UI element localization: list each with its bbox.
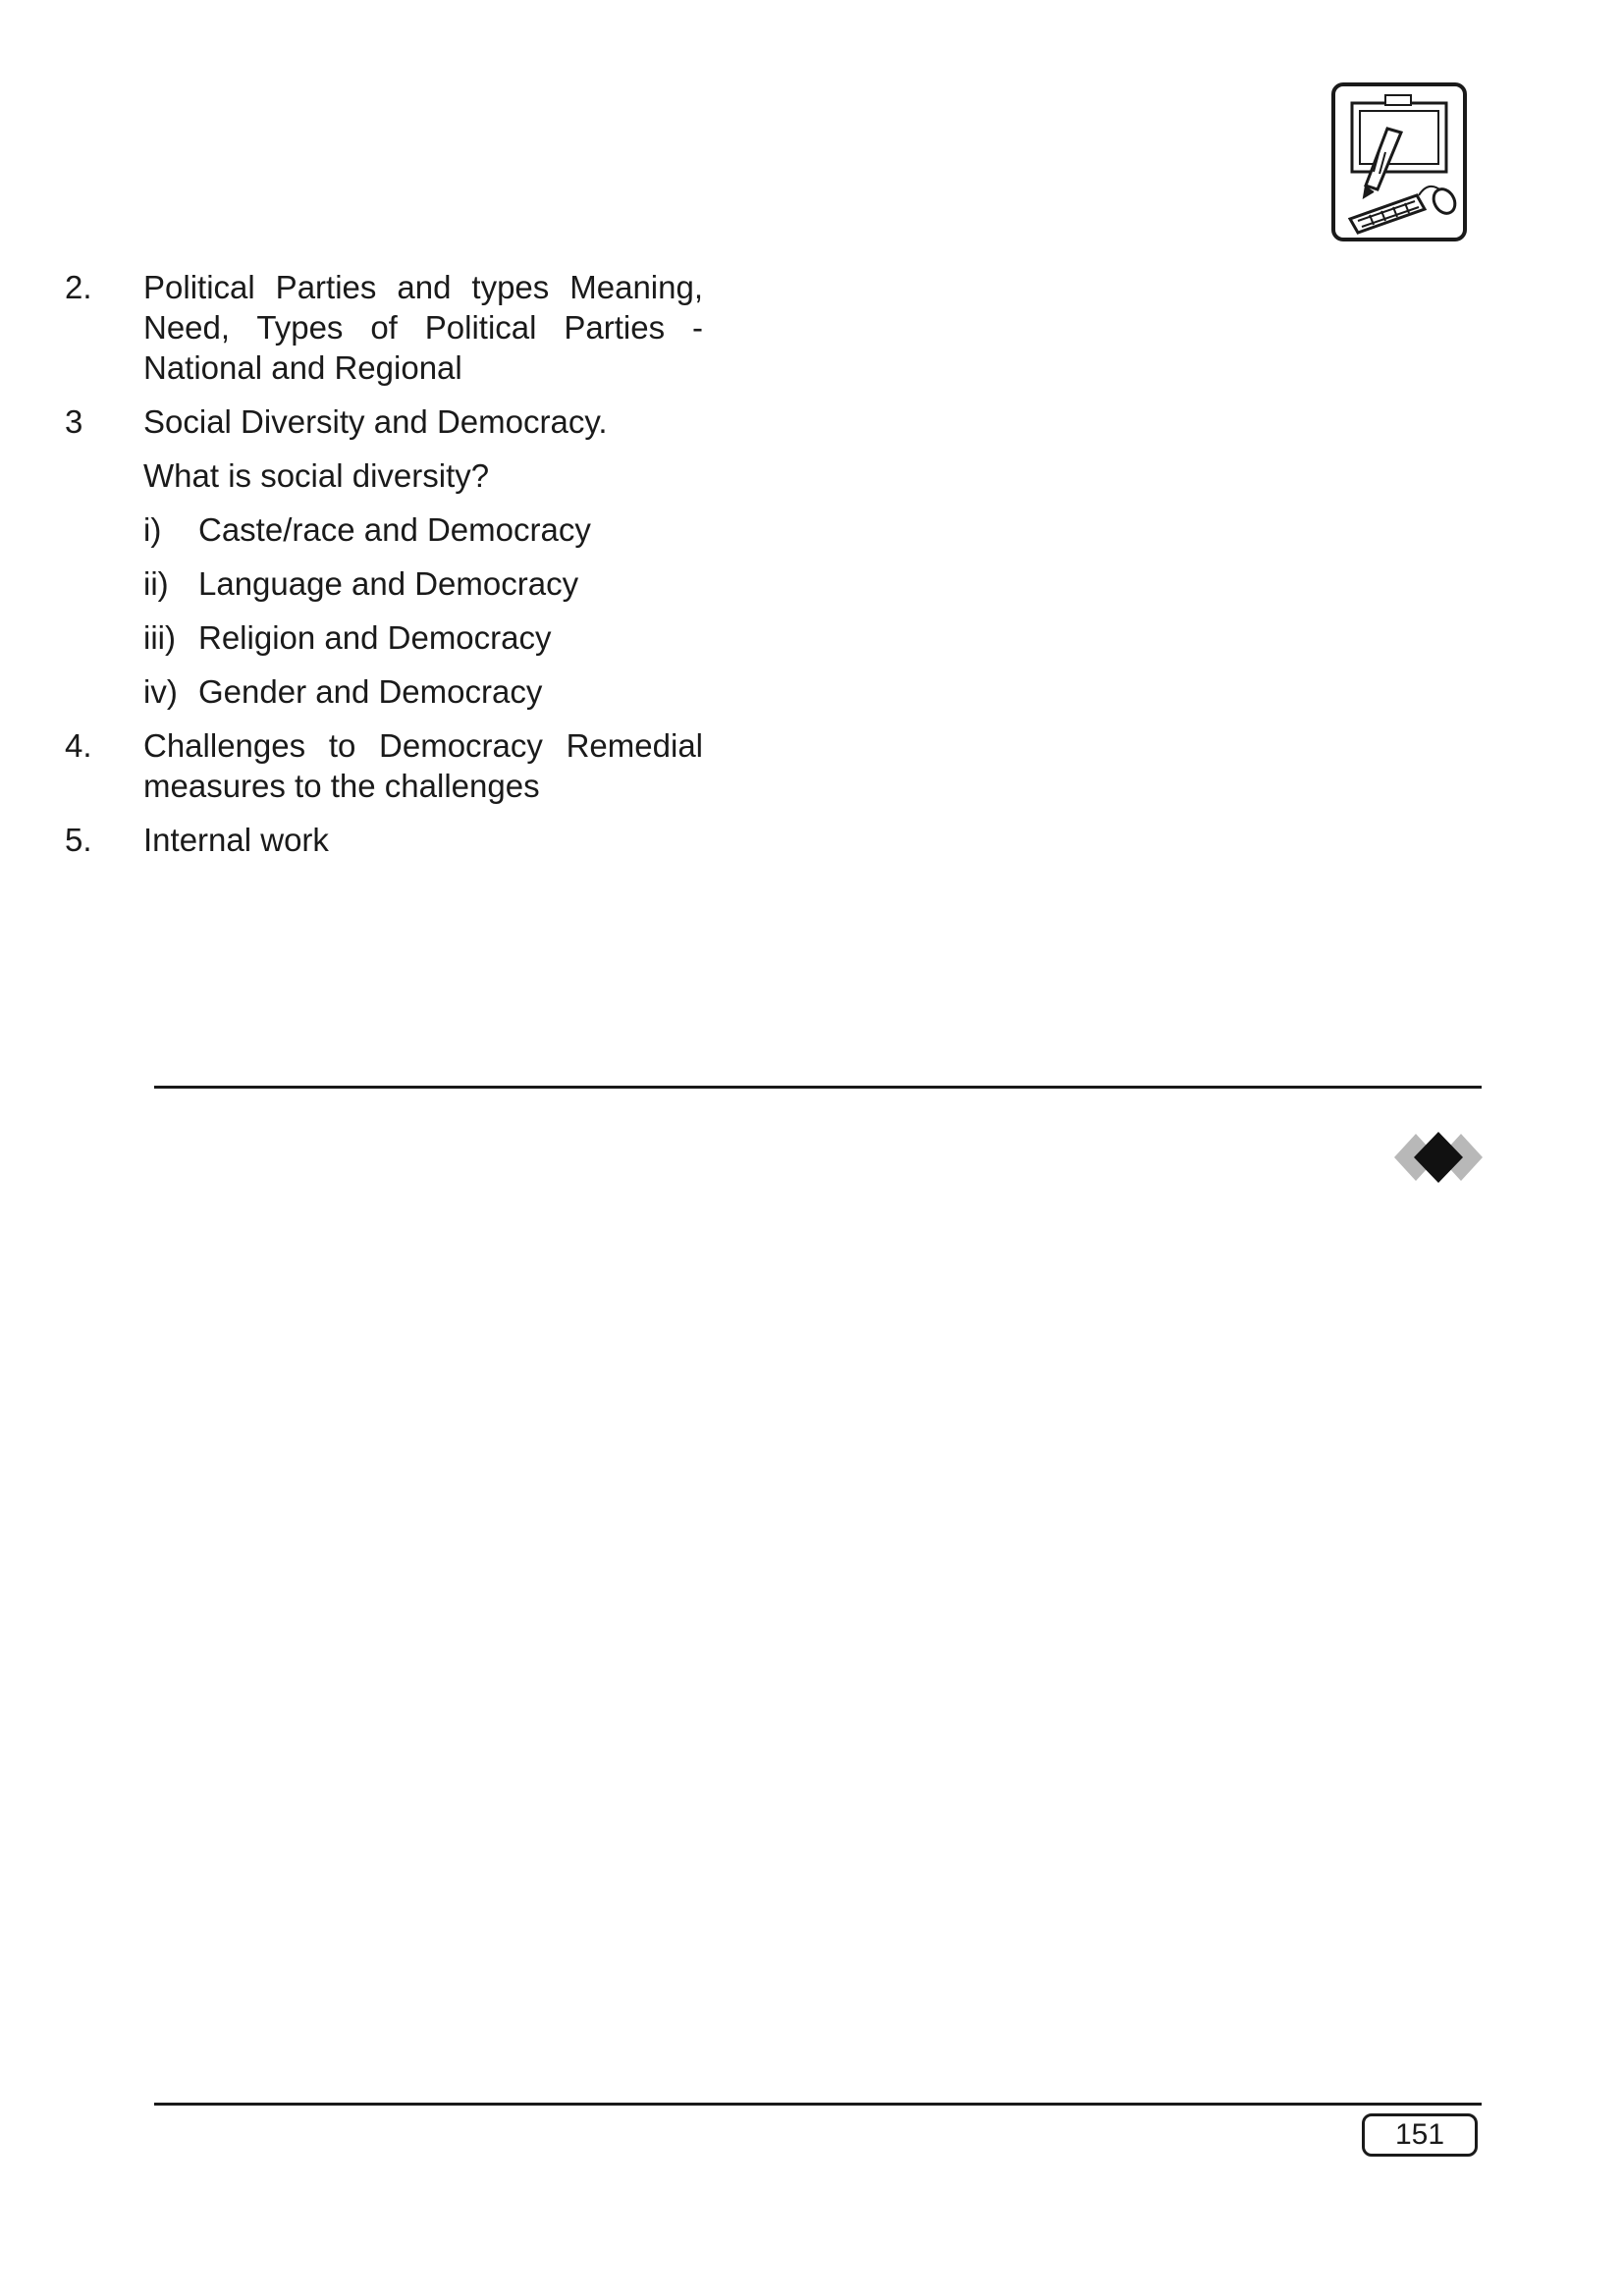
sub-item [143, 671, 703, 712]
divider-line-bottom [154, 2103, 1482, 2106]
item-line: National and Regional [143, 349, 462, 386]
sub-item-numeral: ii) [143, 565, 169, 602]
item-line: Political Parties and types Meaning, [143, 269, 703, 305]
sub-item-text: Caste/race and Democracy [198, 511, 591, 548]
divider-line-top [154, 1086, 1482, 1089]
sub-item-numeral: iv) [143, 673, 178, 710]
sub-item-numeral: iii) [143, 619, 176, 656]
item-line: measures to the challenges [143, 768, 540, 804]
item-number: 4. [65, 727, 92, 764]
item-text: Social Diversity and Democracy. [143, 403, 608, 440]
sub-item [143, 617, 703, 658]
item-line: Challenges to Democracy Remedial [143, 727, 703, 764]
sub-item-numeral: i) [143, 511, 162, 548]
item-text: Internal work [143, 822, 329, 858]
sub-item [143, 509, 703, 550]
item-number: 3 [65, 403, 83, 440]
item-line: Need, Types of Political Parties - [143, 309, 703, 346]
list-item-3 [65, 401, 703, 712]
list-item-4 [65, 725, 703, 806]
computer-tablet-keyboard-mouse-icon [1330, 81, 1468, 242]
diamond-ornament-icon [1394, 1130, 1483, 1185]
list-item-2 [65, 267, 703, 388]
sub-item-text: Gender and Democracy [198, 673, 543, 710]
sub-item-text: Religion and Democracy [198, 619, 552, 656]
item-intro: What is social diversity? [143, 457, 490, 494]
page-number: 151 [1362, 2113, 1478, 2157]
item-number: 5. [65, 822, 92, 858]
sub-item-text: Language and Democracy [198, 565, 579, 602]
topic-list [65, 267, 703, 874]
list-item-5 [65, 820, 703, 860]
sub-item [143, 563, 703, 604]
item-number: 2. [65, 269, 92, 305]
